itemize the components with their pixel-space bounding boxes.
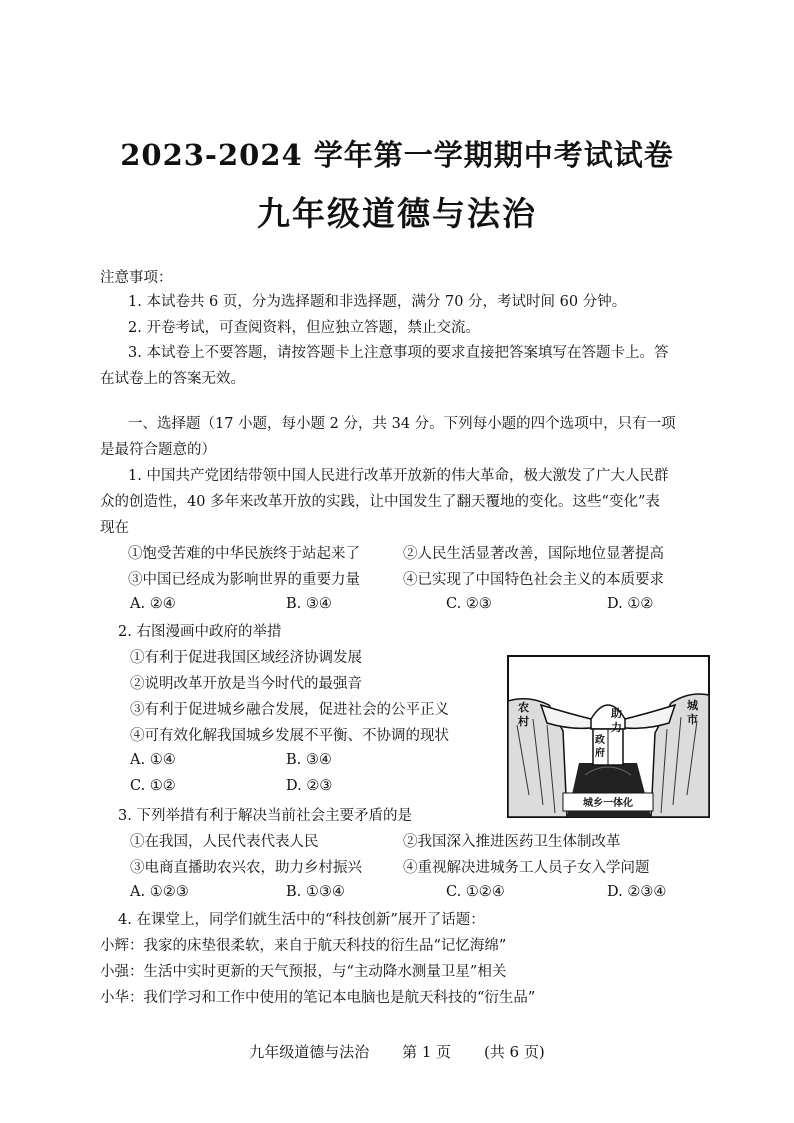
q2-option-b[interactable]: B. ③④ — [286, 752, 332, 768]
q1-statement-3: ③中国已经成为影响世界的重要力量 — [128, 572, 360, 588]
note-line-2: 2. 开卷考试，可查阅资料，但应独立答题，禁止交流。 — [128, 320, 480, 336]
q3-option-b[interactable]: B. ①③④ — [286, 884, 345, 900]
cartoon-right-label-2: 市 — [687, 713, 698, 726]
notes-heading: 注意事项： — [100, 270, 173, 286]
q1-option-d[interactable]: D. ①② — [607, 596, 654, 612]
q3-statement-4: ④重视解决进城务工人员子女入学问题 — [403, 860, 650, 876]
exam-title: 2023-2024 学年第一学期期中考试试卷 — [120, 138, 674, 172]
q2-statement-2: ②说明改革开放是当今时代的最强音 — [130, 676, 362, 692]
q3-statement-3: ③电商直播助农兴农，助力乡村振兴 — [130, 860, 362, 876]
cartoon-gov-label-2: 府 — [595, 748, 605, 759]
q1-stem-line-1: 1. 中国共产党团结带领中国人民进行改革开放新的伟大革命，极大激发了广大人民群 — [128, 468, 669, 484]
q2-statement-3: ③有利于促进城乡融合发展，促进社会的公平正义 — [130, 702, 449, 718]
note-line-4: 在试卷上的答案无效。 — [100, 371, 245, 387]
cartoon-left-label-2: 村 — [518, 715, 529, 728]
cartoon-help-label-1: 助 — [611, 707, 622, 720]
q2-option-d[interactable]: D. ②③ — [286, 778, 333, 794]
q3-option-c[interactable]: C. ①②④ — [446, 884, 505, 900]
note-line-3: 3. 本试卷上不要答题，请按答题卡上注意事项的要求直接把答案填写在答题卡上。答 — [128, 345, 669, 361]
q3-statement-1: ①在我国，人民代表代表人民 — [130, 834, 319, 850]
section-title-line-2: 是最符合题意的） — [100, 442, 216, 458]
q3-option-d[interactable]: D. ②③④ — [607, 884, 667, 900]
q1-stem-line-2: 众的创造性，40 多年来改革开放的实践，让中国发生了翻天覆地的变化。这些“变化”表 — [100, 494, 660, 510]
q2-statement-1: ①有利于促进我国区域经济协调发展 — [130, 650, 362, 666]
section-title-line-1: 一、选择题（17 小题，每小题 2 分，共 34 分。下列每小题的四个选项中，只有一项 — [128, 416, 676, 432]
q2-option-a[interactable]: A. ①④ — [130, 752, 176, 768]
q4-stem: 4. 在课堂上，同学们就生活中的“科技创新”展开了话题： — [118, 912, 485, 928]
footer-page-number: 第 1 页 — [402, 1043, 452, 1061]
q1-stem-line-3: 现在 — [100, 520, 129, 536]
cartoon-left-label-1: 农 — [518, 701, 529, 714]
q2-option-c[interactable]: C. ①② — [130, 778, 176, 794]
q4-line-2: 小强：生活中实时更新的天气预报，与“主动降水测量卫星”相关 — [100, 964, 507, 980]
footer-subject: 九年级道德与法治 — [249, 1043, 370, 1061]
urban-rural-cartoon — [507, 655, 710, 818]
q3-stem: 3. 下列举措有利于解决当前社会主要矛盾的是 — [118, 808, 412, 824]
q4-line-1: 小辉：我家的床垫很柔软，来自于航天科技的衍生品“记忆海绵” — [100, 938, 507, 954]
q1-option-a[interactable]: A. ②④ — [130, 596, 176, 612]
cartoon-bottom-label: 城乡一体化 — [583, 798, 633, 809]
q1-statement-1: ①饱受苦难的中华民族终于站起来了 — [128, 546, 360, 562]
q1-option-c[interactable]: C. ②③ — [446, 596, 492, 612]
q1-statement-4: ④已实现了中国特色社会主义的本质要求 — [403, 572, 664, 588]
q3-statement-2: ②我国深入推进医药卫生体制改革 — [403, 834, 621, 850]
cartoon-help-label-2: 力 — [611, 721, 622, 734]
q4-line-3: 小华：我们学习和工作中使用的笔记本电脑也是航天科技的“衍生品” — [100, 990, 536, 1006]
page-footer — [0, 1041, 794, 1062]
footer-total-pages: (共 6 页) — [483, 1043, 545, 1061]
q1-statement-2: ②人民生活显著改善，国际地位显著提高 — [403, 546, 664, 562]
note-line-1: 1. 本试卷共 6 页，分为选择题和非选择题，满分 70 分，考试时间 60 分钟。 — [128, 294, 627, 310]
q2-statement-4: ④可有效化解我国城乡发展不平衡、不协调的现状 — [130, 728, 449, 744]
cartoon-right-label-1: 城 — [687, 699, 698, 712]
q1-option-b[interactable]: B. ③④ — [286, 596, 332, 612]
cartoon-gov-label-1: 政 — [595, 735, 605, 746]
subject-title: 九年级道德与法治 — [257, 194, 537, 233]
q3-option-a[interactable]: A. ①②③ — [130, 884, 189, 900]
q2-stem: 2. 右图漫画中政府的举措 — [118, 624, 282, 640]
